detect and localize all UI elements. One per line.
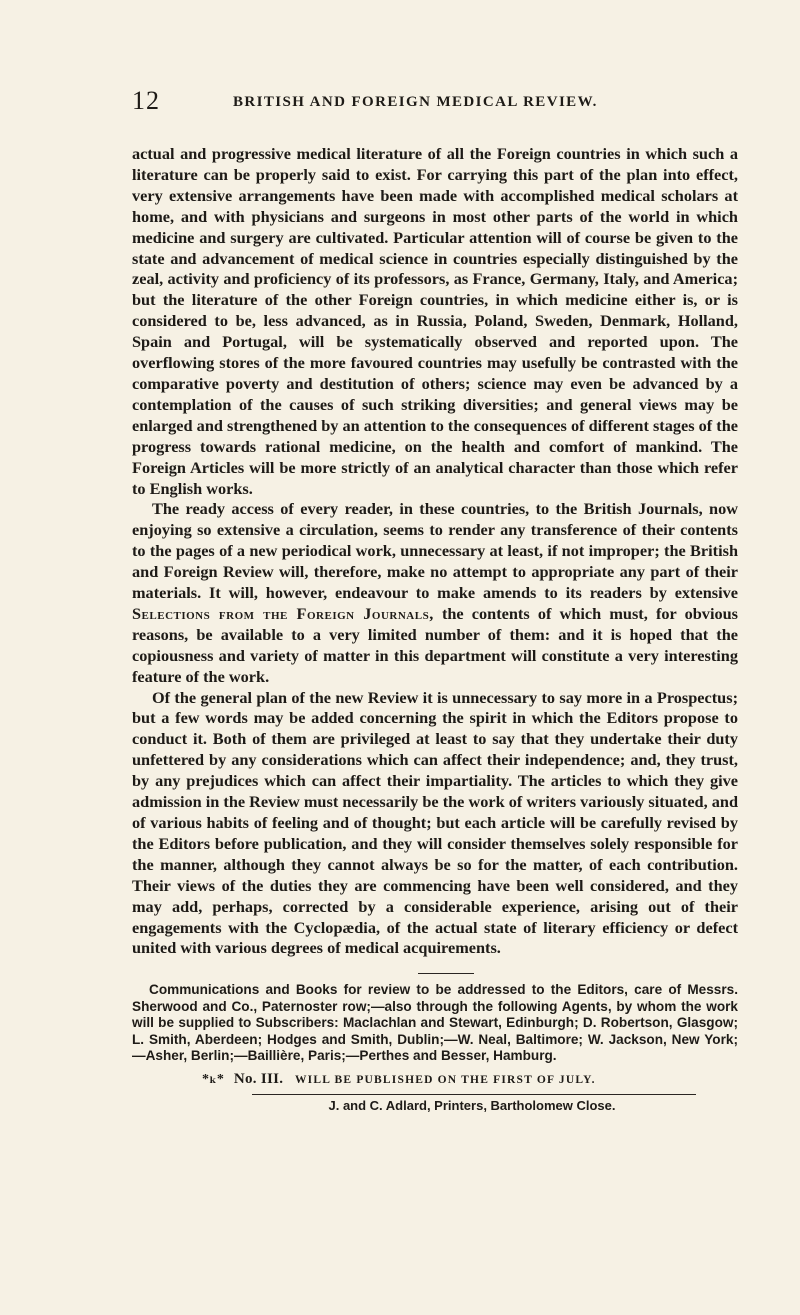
running-head: BRITISH AND FOREIGN MEDICAL REVIEW. <box>233 94 598 110</box>
paragraph-1: actual and progressive medical literature of all the Foreign countries in which such a literature can be properly said to exist. For carrying this part of the plan into effect, very extensive arrangements have been made with accomplished medical scholars at home, and with physicians and surgeons in most other parts of the world in which medicine and surgery are cultivated. Particular attention will of course be given to the state and advancement of medical science in countries especially distinguished by the zeal, activity and proficiency of its professors, as France, Germany, Italy, and America; but the literature of the other Foreign countries, in which medicine either is, or is considered to be, less advanced, as in Russia, Poland, Sweden, Denmark, Holland, Spain and Portugal, will be systematically observed and reported upon. The overflowing stores of the more favoured countries may usefully be contrasted with the comparative poverty and destitution of others; science may even be advanced by a contemplation of the causes of such striking diversities; and general views may be enlarged and strengthened by an attention to the consequences of different stages of the progress towards rational medicine, on the health and comfort of mankind. The Foreign Articles will be more strictly of an analytical character than those which refer to English works. <box>132 144 738 498</box>
printer-rule <box>252 1094 696 1095</box>
publication-notice <box>202 1071 762 1088</box>
paragraph-2 <box>132 499 738 687</box>
paragraph-2-text-a: The ready access of every reader, in these countries, to the British Journals, now enjoying so extensive a circulation, seems to render any transference of their contents to the pages of a new periodical work, unnecessary at least, if not improper; the British and Foreign Review will, therefore, make no attempt to appropriate any part of their materials. It will, however, endeavour to make amends to its readers by extensive <box>132 499 738 603</box>
footnote-rule <box>418 973 474 974</box>
body-text <box>132 144 738 959</box>
issue-number: No. III. <box>233 1071 284 1087</box>
paragraph-2-text-b: the contents of which must, for obvious reasons, be available to a very limited number of them: and it is hoped that the copiousness and variety of matter in this department will constitute a very interesting feature of the work. <box>132 603 738 686</box>
page-header <box>132 86 730 116</box>
printer-imprint: J. and C. Adlard, Printers, Bartholomew Close. <box>328 1098 616 1113</box>
paragraph-2-smallcaps: Selections from the Foreign Journals, <box>132 603 434 623</box>
asterism: *ₖ* <box>202 1072 225 1087</box>
paragraph-3: Of the general plan of the new Review it is unnecessary to say more in a Prospectus; but a few words may be added concerning the spirit in which the Editors propose to conduct it. Both of them are privileged at least to say that they undertake their duty unfettered by any considerations which can affect their independence; and, they trust, by any prejudices which can affect their impartiality. The articles to which they give admission in the Review must necessarily be the work of writers variously situated, and of various habits of feeling and of thought; but each article will be carefully revised by the Editors before publication, and they will consider themselves solely responsible for the manner, although they cannot always be so for the matter, of each contribution. Their views of the duties they are commencing have been well considered, and they may add, perhaps, corrected by a considerable experience, arising out of their engagements with the Cyclopædia, of the actual state of literary efficiency or defect united with various degrees of medical acquirements. <box>132 687 739 958</box>
notice-text: WILL BE PUBLISHED ON THE FIRST OF JULY. <box>294 1074 596 1086</box>
page-number: 12 <box>132 86 160 115</box>
footnote: Communications and Books for review to be addressed to the Editors, care of Messrs. Sherwood and Co., Paternoster row;—also through the following Agents, by whom the work will be supplied to Subscribers: Maclachlan and Stewart, Edinburgh; D. Robertson, Glasgow; L. Smith, Aberdeen; Hodges and Smith, Dublin;—W. Neal, Baltimore; W. Jackson, New York;—Asher, Berlin;—Baillière, Paris;—Perthes and Besser, Hamburg. <box>132 982 738 1064</box>
